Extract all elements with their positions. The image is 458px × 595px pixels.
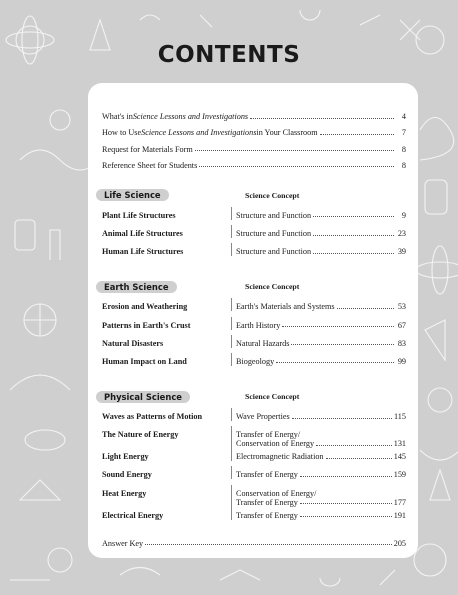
dot-leader [316, 445, 392, 446]
concept-text: Transfer of Energy/ [236, 430, 301, 440]
toc-row[interactable] [102, 466, 406, 484]
toc-row[interactable] [102, 448, 406, 466]
dot-leader [337, 308, 394, 309]
page-number: 8 [401, 160, 406, 170]
section-life-science [102, 188, 406, 262]
concept-text: Natural Hazards [236, 338, 290, 348]
topic-name: Electrical Energy [102, 510, 164, 520]
page-number: 8 [401, 144, 406, 154]
toc-row[interactable] [102, 243, 406, 261]
toc-entry[interactable] [102, 105, 406, 121]
concept-cell [231, 426, 406, 448]
concept-cell [231, 408, 406, 421]
page-number: 131 [393, 439, 406, 449]
concept-text: Earth History [236, 320, 281, 330]
concept-text: Conservation of Energy [236, 439, 315, 449]
toc-row[interactable] [102, 298, 406, 316]
concept-line [236, 321, 406, 330]
entry-title-italic: Science Lessons and Investigations [141, 128, 257, 138]
page-number: 145 [393, 452, 406, 462]
page-number: 83 [397, 338, 406, 348]
topic-name: Erosion and Weathering [102, 302, 188, 312]
dot-leader [300, 503, 392, 504]
dot-leader [320, 134, 394, 135]
dot-leader [300, 516, 392, 517]
page-number: 191 [393, 510, 406, 520]
dot-leader [326, 458, 392, 459]
entry-text: Reference Sheet for Students [102, 160, 198, 170]
concept-cell [231, 448, 406, 461]
concept-line [236, 489, 406, 498]
concept-line [236, 302, 406, 311]
page-title: CONTENTS [157, 42, 301, 68]
concept-column-header: Science Concept [245, 392, 300, 402]
page-number: 159 [393, 470, 406, 480]
section-pill: Earth Science [96, 281, 177, 293]
concept-column-header: Science Concept [245, 282, 300, 292]
section-header [102, 389, 406, 404]
concept-text: Structure and Function [236, 228, 312, 238]
entry-title-italic: Science Lessons and Investigations [132, 112, 249, 122]
concept-text: Structure and Function [236, 247, 312, 257]
concept-text: Earth's Materials and Systems [236, 302, 335, 312]
entry-text-suffix: in Your Classroom [256, 128, 318, 138]
sections-container [102, 188, 406, 525]
page-number: 7 [401, 128, 406, 138]
concept-cell [231, 353, 406, 366]
concept-line [236, 511, 406, 520]
topic-name: Waves as Patterns of Motion [102, 412, 203, 422]
toc-row[interactable] [102, 207, 406, 225]
section-earth-science [102, 279, 406, 371]
concept-text: Transfer of Energy [236, 470, 298, 480]
topic-name: Sound Energy [102, 470, 152, 480]
toc-row[interactable] [102, 485, 406, 507]
concept-text: Conservation of Energy/ [236, 488, 317, 498]
dot-leader [195, 150, 394, 151]
concept-line [236, 430, 406, 439]
section-header [102, 279, 406, 294]
concept-cell [231, 207, 406, 220]
dot-leader [292, 418, 392, 419]
dot-leader [282, 326, 394, 327]
section-pill: Life Science [96, 189, 169, 201]
topic-name: Patterns in Earth's Crust [102, 320, 191, 330]
topic-name: Plant Life Structures [102, 210, 176, 220]
topic-name: Light Energy [102, 452, 149, 462]
concept-line [236, 357, 406, 366]
toc-entry[interactable] [102, 137, 406, 153]
intro-list [102, 105, 406, 170]
concept-line [236, 247, 406, 256]
dot-leader [199, 166, 394, 167]
concept-cell [231, 466, 406, 479]
topic-name: Animal Life Structures [102, 228, 183, 238]
dot-leader [313, 216, 394, 217]
page-number: 23 [397, 228, 406, 238]
page-number: 67 [397, 320, 406, 330]
toc-entry[interactable] [102, 154, 406, 170]
concept-cell [231, 317, 406, 330]
concept-text: Electromagnetic Radiation [236, 452, 324, 462]
section-pill: Physical Science [96, 391, 190, 403]
page-number: 39 [397, 247, 406, 257]
concept-cell [231, 225, 406, 238]
dot-leader [250, 118, 394, 119]
concept-line [236, 498, 406, 507]
entry-text: How to Use [102, 128, 142, 138]
toc-row[interactable] [102, 507, 406, 525]
toc-row[interactable] [102, 353, 406, 371]
concept-text: Transfer of Energy [236, 497, 298, 507]
toc-entry[interactable] [102, 121, 406, 137]
concept-text: Biogeology [236, 356, 275, 366]
toc-row[interactable] [102, 426, 406, 448]
topic-name: Human Life Structures [102, 247, 184, 257]
page-number: 177 [393, 497, 406, 507]
answer-key-entry[interactable] [102, 539, 406, 548]
dot-leader [300, 476, 392, 477]
dot-leader [291, 344, 394, 345]
concept-text: Transfer of Energy [236, 510, 298, 520]
entry-text: What's in [102, 112, 133, 122]
topic-name: Natural Disasters [102, 338, 164, 348]
concept-cell [231, 243, 406, 256]
concept-cell [231, 485, 406, 507]
dot-leader [145, 544, 392, 545]
toc-row[interactable] [102, 408, 406, 426]
topic-name: Human Impact on Land [102, 356, 187, 366]
toc-row[interactable] [102, 317, 406, 335]
toc-row[interactable] [102, 225, 406, 243]
concept-line [236, 452, 406, 461]
topic-name: The Nature of Energy [102, 430, 179, 440]
toc-row[interactable] [102, 335, 406, 353]
concept-line [236, 439, 406, 448]
concept-line [236, 229, 406, 238]
page-number: 4 [401, 112, 406, 122]
concept-text: Structure and Function [236, 210, 312, 220]
dot-leader [313, 253, 394, 254]
concept-column-header: Science Concept [245, 190, 300, 200]
concept-cell [231, 298, 406, 311]
section-physical-science [102, 389, 406, 525]
concept-line [236, 470, 406, 479]
entry-text: Request for Materials Form [102, 144, 193, 154]
contents-card [88, 83, 418, 558]
concept-line [236, 339, 406, 348]
dot-leader [313, 235, 394, 236]
concept-cell [231, 507, 406, 520]
topic-name: Heat Energy [102, 488, 147, 498]
concept-text: Wave Properties [236, 412, 290, 422]
page-number: 115 [394, 412, 406, 422]
page-number: 99 [397, 356, 406, 366]
concept-cell [231, 335, 406, 348]
answer-key-page: 205 [393, 538, 406, 548]
page-number: 53 [397, 302, 406, 312]
concept-line [236, 211, 406, 220]
answer-key-label: Answer Key [102, 538, 144, 548]
section-header [102, 188, 406, 203]
dot-leader [276, 362, 394, 363]
page-number: 9 [401, 210, 406, 220]
concept-line [236, 412, 406, 421]
